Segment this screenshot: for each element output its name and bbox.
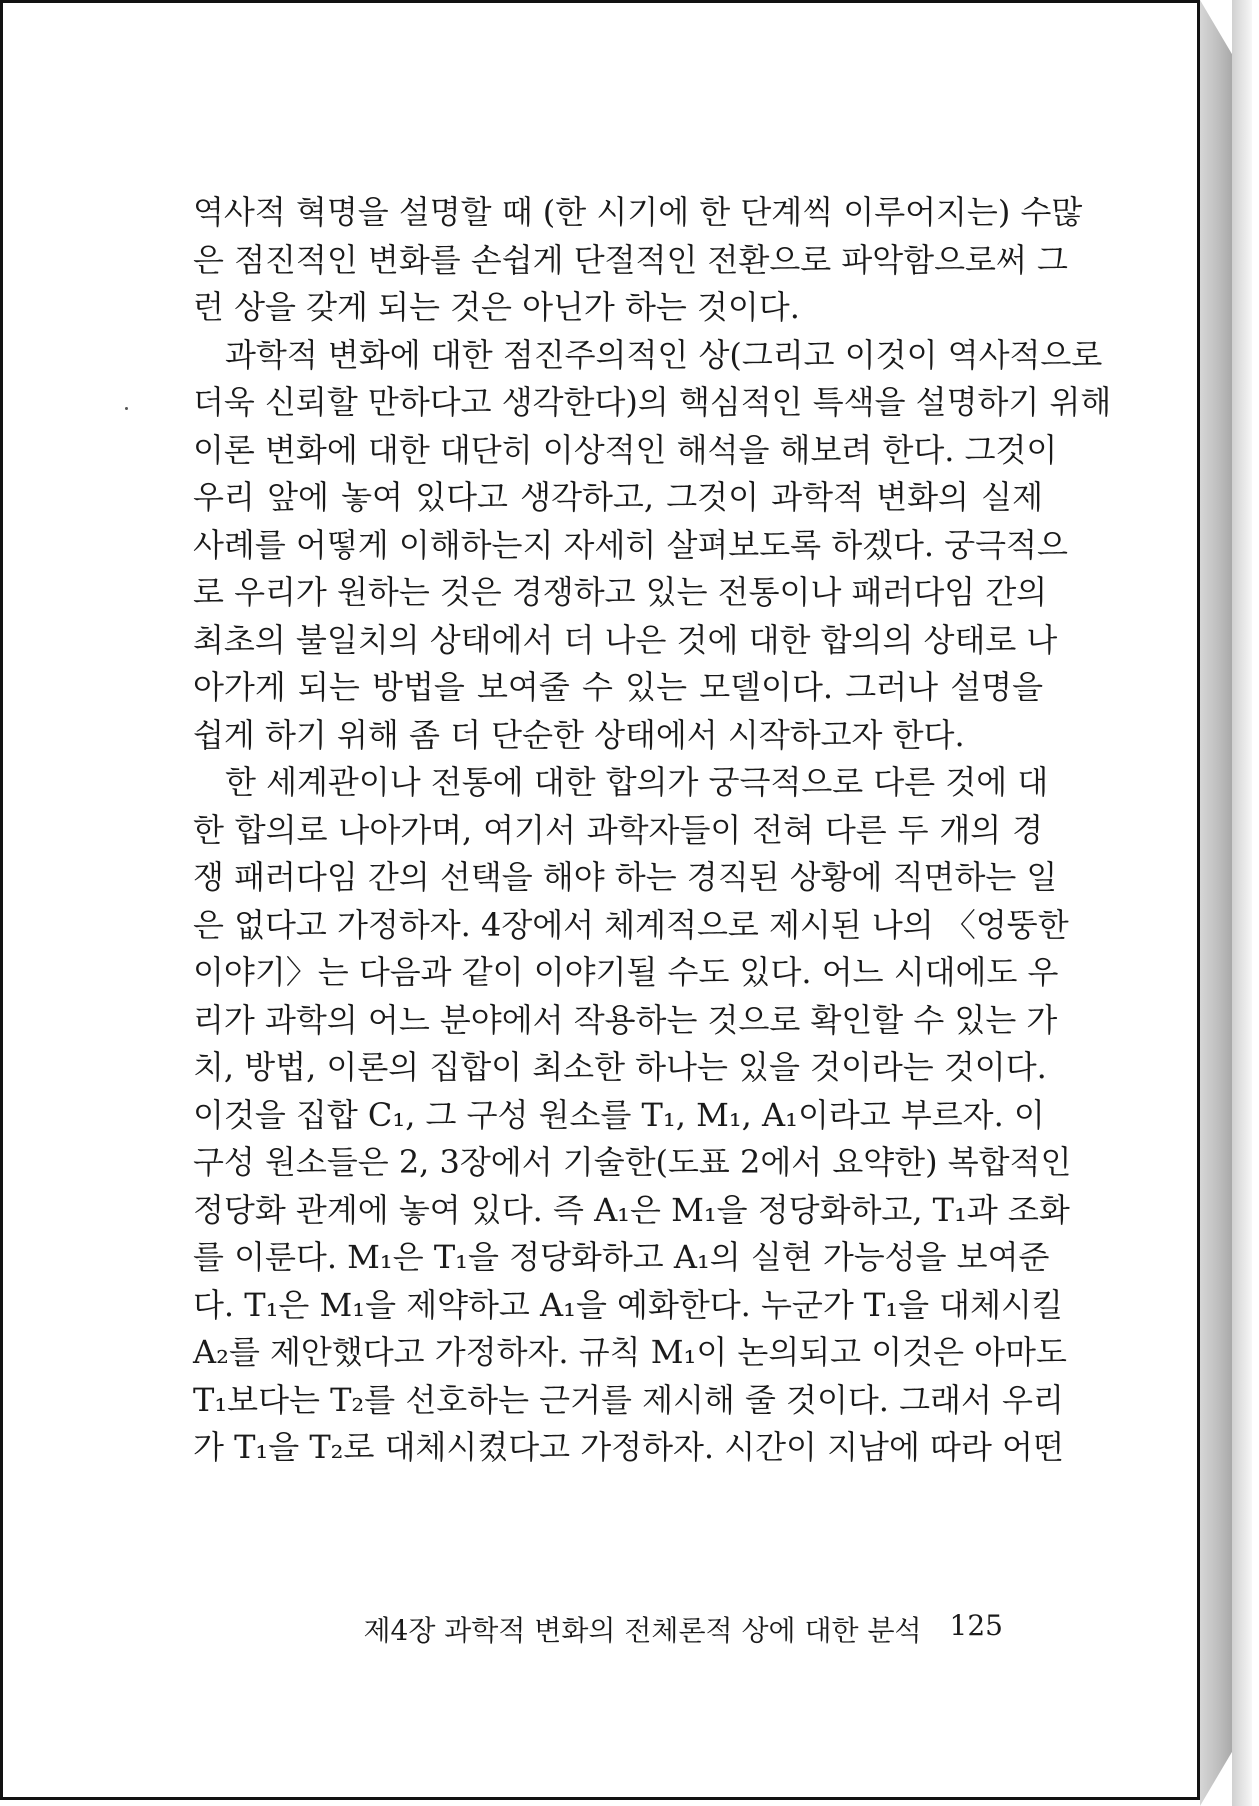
text-line: 런 상을 갖게 되는 것은 아닌가 하는 것이다. — [193, 288, 800, 326]
text-line: 쉽게 하기 위해 좀 더 단순한 상태에서 시작하고자 한다. — [193, 715, 965, 754]
text-line: 치, 방법, 이론의 집합이 최소한 하나는 있을 것이라는 것이다. — [193, 1048, 1047, 1086]
text-line: 한 세계관이나 전통에 대한 합의가 궁극적으로 다른 것에 대 — [225, 763, 1049, 801]
text-line: 이야기〉는 다음과 같이 이야기될 수도 있다. 어느 시대에도 우 — [193, 953, 1059, 991]
text-line: 한 합의로 나아가며, 여기서 과학자들이 전혀 다른 두 개의 경 — [193, 810, 1043, 849]
text-line: 쟁 패러다임 간의 선택을 해야 하는 경직된 상황에 직면하는 일 — [193, 858, 1058, 896]
text-line: 정당화 관계에 놓여 있다. 즉 A₁은 M₁을 정당화하고, T₁과 조화 — [193, 1190, 1070, 1229]
text-line: 구성 원소들은 2, 3장에서 기술한(도표 2에서 요약한) 복합적인 — [193, 1143, 1072, 1181]
text-line: 로 우리가 원하는 것은 경쟁하고 있는 전통이나 패러다임 간의 — [193, 573, 1048, 611]
text-line: 이론 변화에 대한 대단히 이상적인 해석을 해보려 한다. 그것이 — [193, 430, 1058, 469]
running-title: 제4장 과학적 변화의 전체론적 상에 대한 분석 — [363, 1614, 922, 1647]
text-line: 리가 과학의 어느 분야에서 작용하는 것으로 확인할 수 있는 가 — [193, 1000, 1058, 1039]
text-line: 가 T₁을 T₂로 대체시켰다고 가정하자. 시간이 지남에 따라 어떤 — [193, 1428, 1064, 1466]
page-number: 125 — [949, 1609, 1003, 1642]
text-line: 아가게 되는 방법을 보여줄 수 있는 모델이다. 그러나 설명을 — [193, 668, 1043, 706]
text-line: T₁보다는 T₂를 선호하는 근거를 제시해 줄 것이다. 그래서 우리 — [193, 1380, 1064, 1419]
scan-speck — [125, 407, 128, 410]
text-line: 은 없다고 가정하자. 4장에서 체계적으로 제시된 나의 〈엉뚱한 — [193, 905, 1069, 944]
text-line: 우리 앞에 놓여 있다고 생각하고, 그것이 과학적 변화의 실제 — [193, 478, 1043, 516]
text-line: 과학적 변화에 대한 점진주의적인 상(그리고 이것이 역사적으로 — [225, 335, 1103, 374]
page-footer — [363, 1609, 1003, 1649]
text-line: 다. T₁은 M₁을 제약하고 A₁을 예화한다. 누군가 T₁을 대체시킬 — [193, 1285, 1063, 1324]
page-edge-shading — [1200, 0, 1232, 1806]
page-body-text — [193, 189, 1112, 1472]
text-line: 를 이룬다. M₁은 T₁을 정당화하고 A₁의 실현 가능성을 보여준 — [193, 1238, 1050, 1276]
text-line: 사례를 어떻게 이해하는지 자세히 살펴보도록 하겠다. 궁극적으 — [193, 525, 1068, 564]
text-line: 더욱 신뢰할 만하다고 생각한다)의 핵심적인 특색을 설명하기 위해 — [193, 383, 1112, 421]
text-line: 역사적 혁명을 설명할 때 (한 시기에 한 단계씩 이루어지는) 수많 — [193, 193, 1083, 231]
text-line: A₂를 제안했다고 가정하자. 규칙 M₁이 논의되고 이것은 아마도 — [193, 1333, 1067, 1371]
page-shadow — [1232, 0, 1252, 1806]
text-line: 최초의 불일치의 상태에서 더 나은 것에 대한 합의의 상태로 나 — [193, 620, 1058, 659]
text-line: 은 점진적인 변화를 손쉽게 단절적인 전환으로 파악함으로써 그 — [193, 240, 1068, 279]
text-line: 이것을 집합 C₁, 그 구성 원소를 T₁, M₁, A₁이라고 부르자. 이 — [193, 1095, 1045, 1134]
